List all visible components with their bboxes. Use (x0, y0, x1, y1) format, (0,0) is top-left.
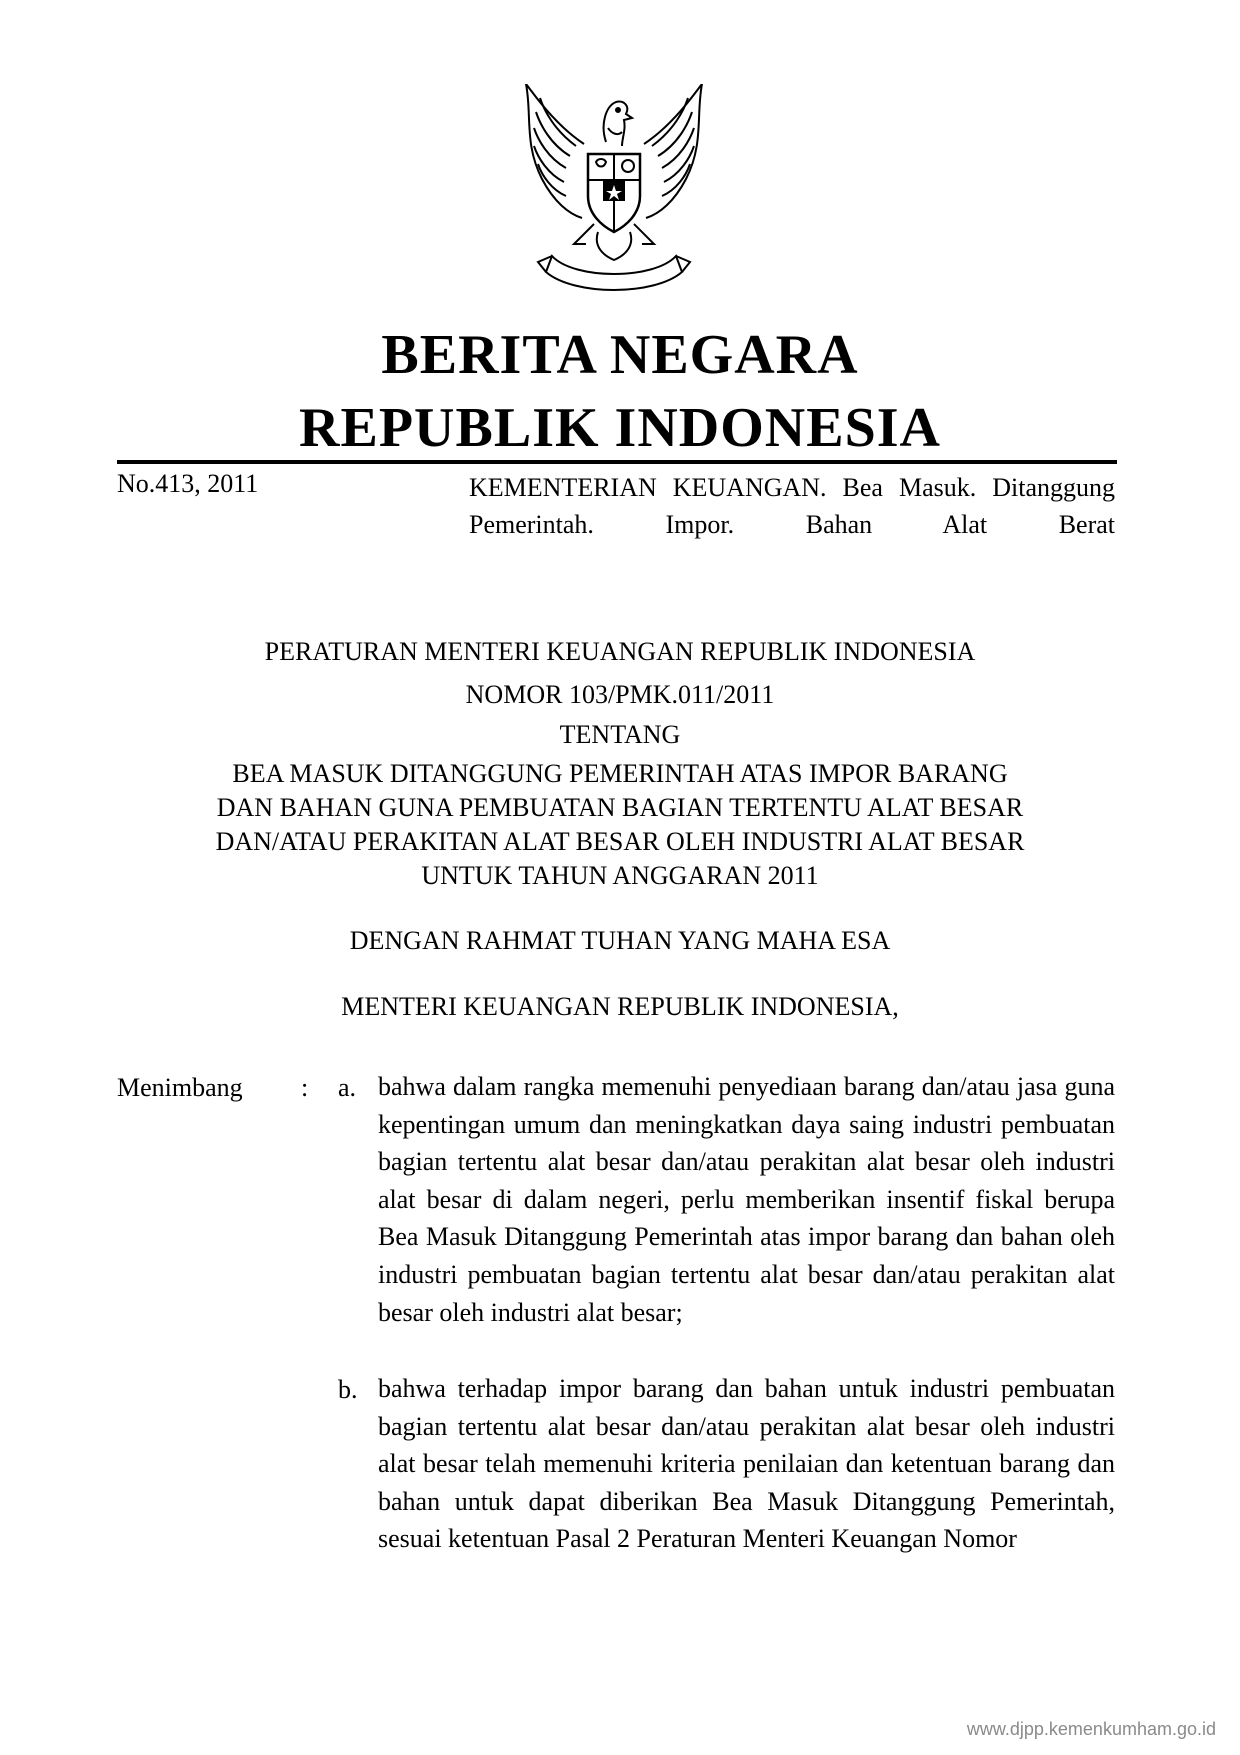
footer-url[interactable]: www.djpp.kemenkumham.go.id (966, 1719, 1216, 1739)
issue-number: No.413, 2011 (117, 469, 259, 498)
regulation-subject-line: BEA MASUK DITANGGUNG PEMERINTAH ATAS IMPOR BARANG (232, 759, 1008, 788)
menimbang-colon: : (301, 1073, 309, 1102)
issue-subject: KEMENTERIAN KEUANGAN. Bea Masuk. Ditanggung Pemerintah. Impor. Bahan Alat Berat (469, 473, 1115, 539)
regulation-subject-line: DAN/ATAU PERAKITAN ALAT BESAR OLEH INDUSTRI ALAT BESAR (215, 827, 1025, 856)
consideration-letter: b. (338, 1375, 358, 1404)
masthead-title-line2: REPUBLIK INDONESIA (299, 397, 941, 459)
invocation: DENGAN RAHMAT TUHAN YANG MAHA ESA (349, 926, 891, 955)
consideration-letter: a. (338, 1073, 357, 1102)
masthead-title-line1: BERITA NEGARA (381, 324, 859, 386)
regulation-title: PERATURAN MENTERI KEUANGAN REPUBLIK INDONESIA (264, 637, 976, 666)
regulation-subject-line: DAN BAHAN GUNA PEMBUATAN BAGIAN TERTENTU ALAT BESAR (216, 793, 1024, 822)
authority: MENTERI KEUANGAN REPUBLIK INDONESIA, (341, 992, 899, 1021)
regulation-about: TENTANG (559, 720, 681, 749)
regulation-subject-line: UNTUK TAHUN ANGGARAN 2011 (421, 861, 819, 890)
consideration-text: bahwa dalam rangka memenuhi penyediaan barang dan/atau jasa guna kepentingan umum dan meningkatkan daya saing industri pembuatan bagian tertentu alat besar dan/atau perakitan alat besar oleh industri alat besar di dalam negeri, perlu memberikan insentif fiskal berupa Bea Masuk Ditanggung Pemerintah atas impor barang dan bahan oleh industri pembuatan bagian tertentu alat besar dan/atau perakitan alat besar oleh industri alat besar; (378, 1072, 1115, 1327)
garuda-pancasila-emblem-icon (514, 84, 714, 299)
consideration-text: bahwa terhadap impor barang dan bahan untuk industri pembuatan bagian tertentu alat besar dan/atau perakitan alat besar oleh industri alat besar telah memenuhi kriteria penilaian dan ketentuan barang dan bahan untuk dapat diberikan Bea Masuk Ditanggung Pemerintah, sesuai ketentuan Pasal 2 Peraturan Menteri Keuangan Nomor (378, 1374, 1115, 1554)
regulation-number: NOMOR 103/PMK.011/2011 (465, 680, 775, 709)
masthead-divider (117, 460, 1117, 464)
menimbang-label: Menimbang (117, 1073, 243, 1102)
